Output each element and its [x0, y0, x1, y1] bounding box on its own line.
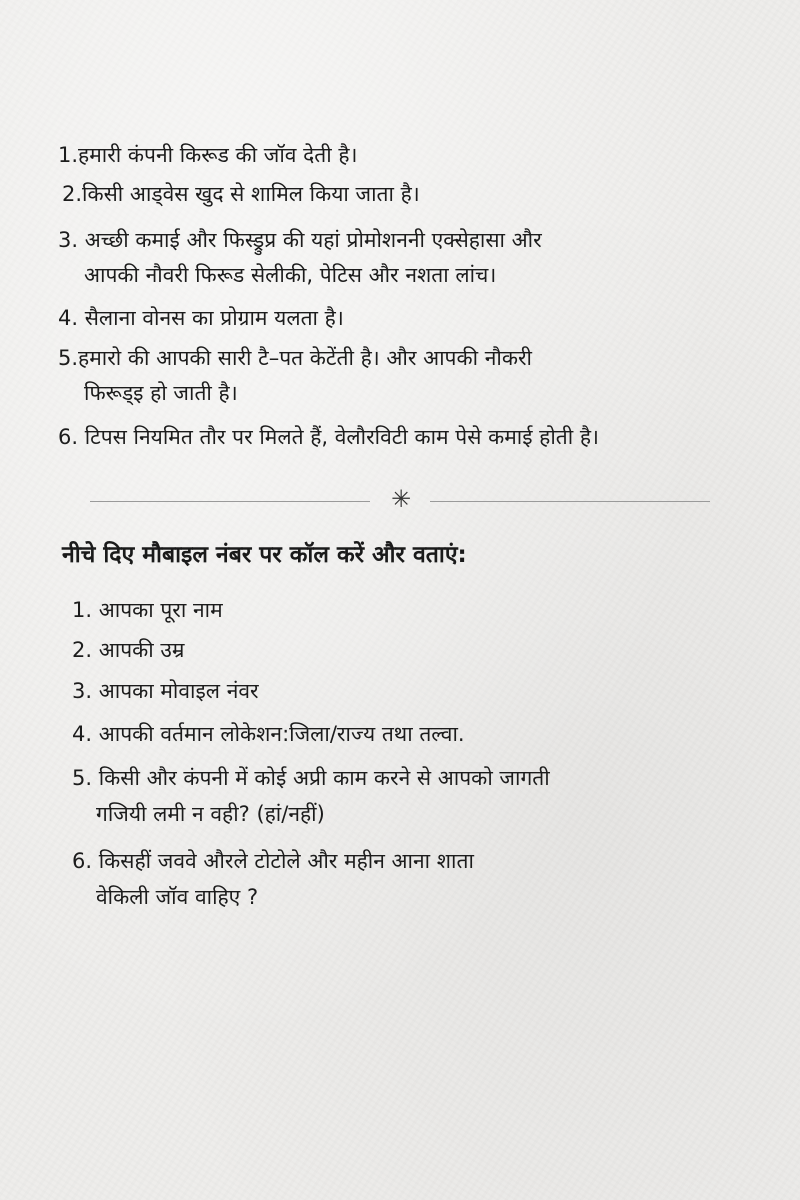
list-item-number: 3.	[58, 228, 79, 252]
list-item-text: हमारी कंपनी किरूड की जॉव देती है।	[78, 143, 358, 167]
list-item-text: किसी और कंपनी में कोई अप्री काम करने से आपको जागती	[98, 766, 550, 790]
list-item	[58, 223, 788, 293]
list-item-text: टिपस नियमित तौर पर मिलते हैं, वेलौरविटी काम पेसे कमाई होती है।	[84, 425, 599, 449]
list-item-text: आपकी उम्र	[98, 638, 185, 662]
divider-rule-left	[90, 501, 370, 502]
asterisk-ornament-icon: ✳	[390, 485, 412, 513]
list-item-text: आपकी वर्तमान लोकेशन:जिला/राज्य तथा तल्वा.	[98, 722, 465, 746]
list-item-text-continued: आपकी नौवरी फिरूड सेलीकी, पेटिस और नशता लांच।	[84, 263, 497, 287]
list-item	[58, 341, 788, 411]
section-divider	[90, 485, 710, 513]
list-item	[72, 632, 772, 668]
list-item-text-continued: गजियी लमी न वही? (हां/नहीं)	[96, 802, 325, 826]
list-item-number: 2.	[72, 638, 93, 662]
list-item	[72, 843, 772, 915]
list-item-number: 4.	[72, 722, 93, 746]
list-item-number: 5.	[72, 766, 93, 790]
list-item-number: 5.	[58, 346, 79, 370]
divider-rule-right	[430, 501, 710, 502]
list-item	[72, 673, 772, 709]
list-item-text: हमारो की आपकी सारी टै–पत केटेंती है। और आपकी नौकरी	[78, 346, 532, 370]
list-item-number: 6.	[72, 849, 93, 873]
list-item	[62, 177, 792, 212]
instructions-heading: नीचे दिए मौबाइल नंबर पर कॉल करें और वताएं:	[62, 542, 467, 568]
list-item	[58, 301, 788, 336]
list-item-number: 6.	[58, 425, 79, 449]
list-item-number: 1.	[58, 143, 79, 167]
list-item-text-continued: फिरूड्इ हो जाती है।	[84, 381, 238, 405]
list-item-number: 4.	[58, 306, 79, 330]
list-item-text-continued: वेकिली जॉव वाहिए ?	[96, 885, 259, 909]
list-item-text: आपका पूरा नाम	[98, 598, 223, 622]
list-item-number: 3.	[72, 679, 93, 703]
list-item	[58, 138, 788, 173]
list-item-number: 2.	[62, 182, 83, 206]
list-item-text: आपका मोवाइल नंवर	[98, 679, 259, 703]
list-item-text: किसी आड्वेस खुद से शामिल किया जाता है।	[82, 182, 420, 206]
list-item-text: सैलाना वोनस का प्रोग्राम यलता है।	[84, 306, 344, 330]
list-item-text: अच्छी कमाई और फिस्ड्रुप्र की यहां प्रोमोशननी एक्सेहासा और	[84, 228, 542, 252]
list-item-text: किसहीं जववे औरले टोटोले और महीन आना शाता	[98, 849, 474, 873]
list-item	[72, 716, 772, 752]
list-item	[72, 592, 772, 628]
list-item	[58, 420, 788, 455]
list-item-number: 1.	[72, 598, 93, 622]
list-item	[72, 760, 772, 832]
